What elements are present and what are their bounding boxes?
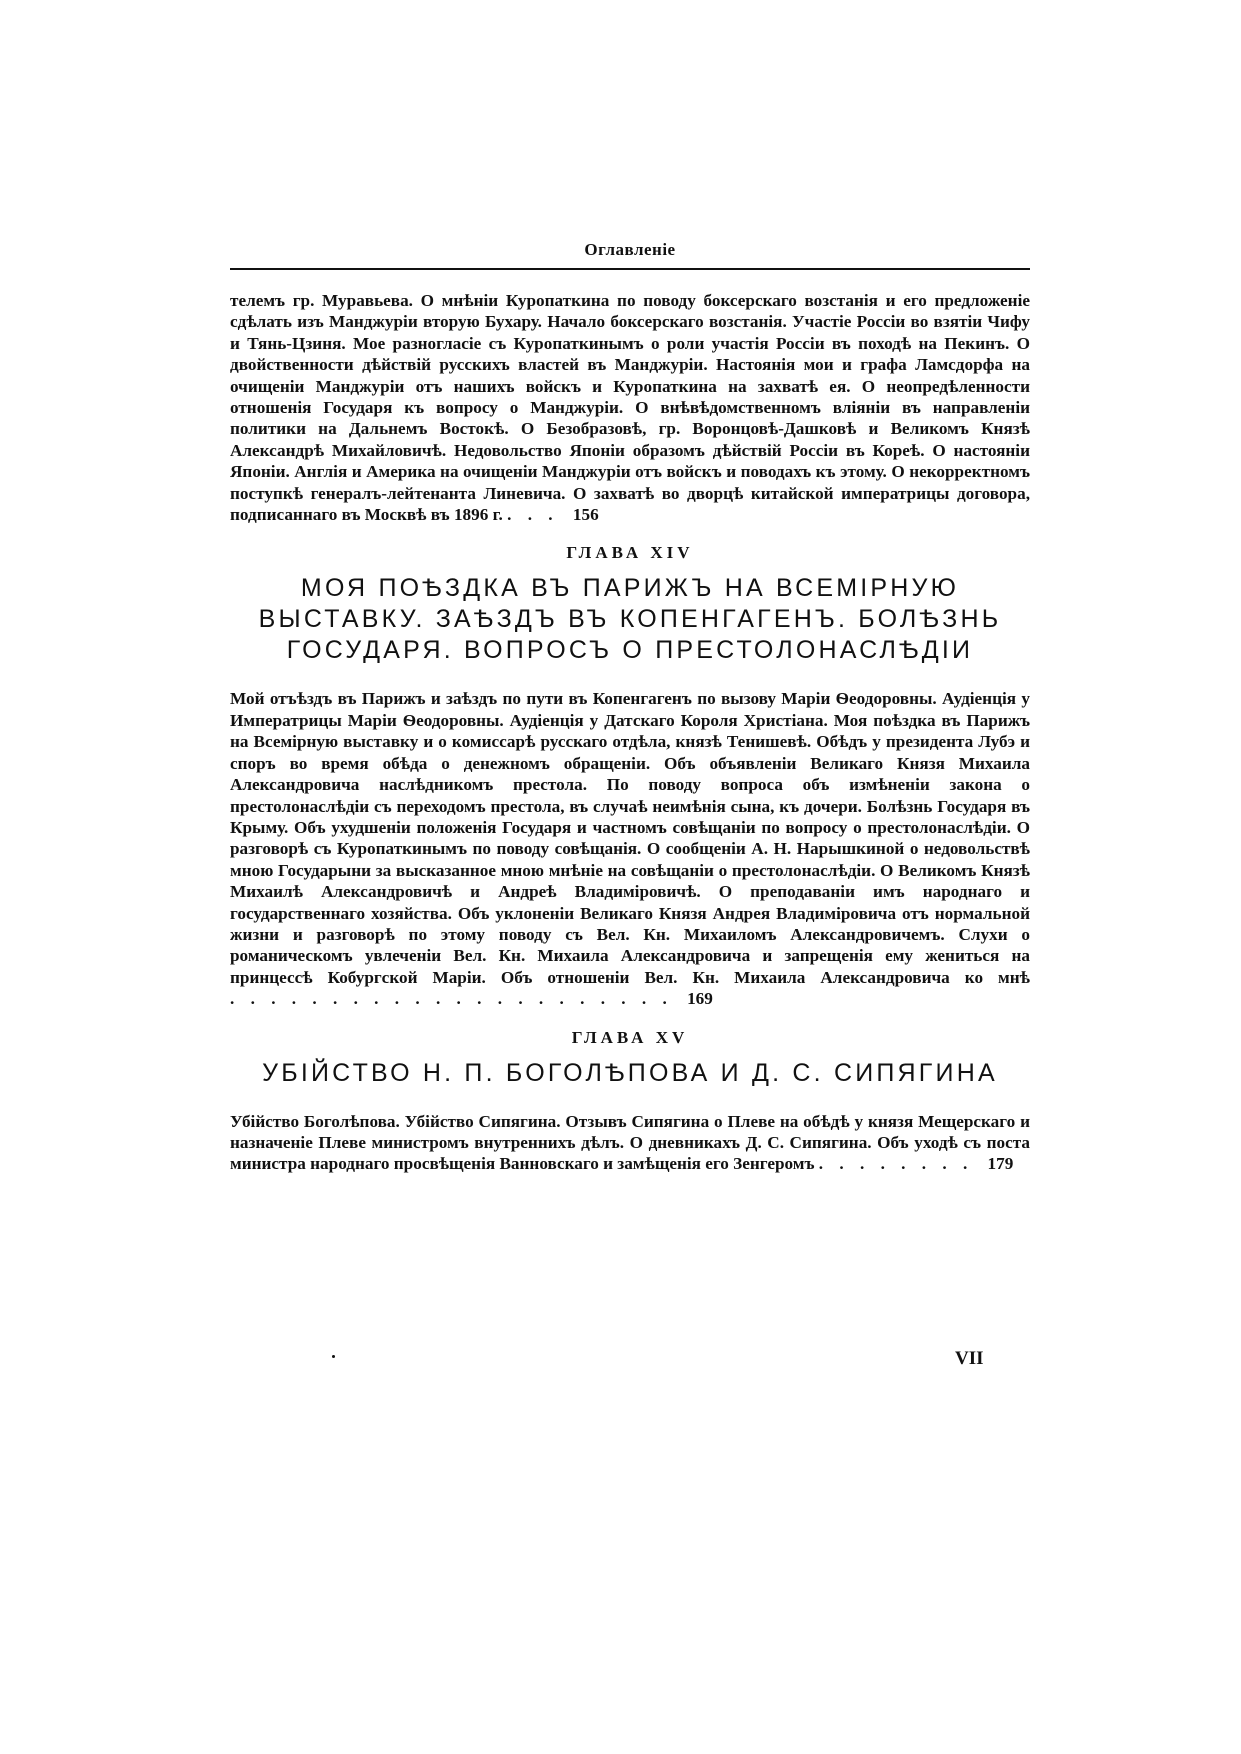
chapter-summary (230, 1111, 1030, 1175)
summary-tail (819, 1154, 1014, 1173)
running-head: Оглавленіе (584, 240, 676, 259)
header-rule (230, 268, 1030, 270)
chapter-title: МОЯ ПОѢЗДКА ВЪ ПАРИЖЪ НА ВСЕМІРНУЮ ВЫСТАВКУ. ЗАѢЗДЪ ВЪ КОПЕНГАГЕНЪ. БОЛѢЗНЬ ГОСУДАРЯ. ВОПРОСЪ О ПРЕСТОЛОНАСЛѢДІИ (258, 574, 1002, 665)
toc-entry-chapter-15 (230, 1028, 1030, 1175)
dot-leader: . . . (507, 505, 559, 525)
toc-entry-chapter-13-continued (230, 290, 1030, 525)
dot-leader: . . . . . . . . (818, 1154, 974, 1174)
toc-entry-chapter-14 (230, 543, 1030, 1009)
print-speck (332, 1355, 335, 1358)
chapter-summary (230, 688, 1030, 1009)
summary-text: телемъ гр. Муравьева. О мнѣніи Куропаткина по поводу боксерскаго возстанія и его предложеніе сдѣлать изъ Манджуріи вторую Бухару. Начало боксерскаго возстанія. Участіе Россіи во взятіи Чифу и Тянь-Цзиня. Мое разногласіе съ Куропаткинымъ о роли участія Россіи въ походѣ на Пекинъ. О двойственности дѣйствій русскихъ властей въ Манджуріи. Настоянія мои и графа Ламсдорфа на очищеніи Манджуріи отъ нашихъ войскъ и Куропаткина на захватѣ ея. О неопредѣленности отношенія Государя къ вопросу о Манджуріи. О внѣвѣдомственномъ вліяніи въ направленіи политики на Дальнемъ Востокѣ. О Безобразовѣ, гр. Воронцовѣ-Дашковѣ и Великомъ Князѣ Александрѣ Михайловичѣ. Недовольство Японіи образомъ дѣйствій Россіи въ Кореѣ. О настояніи Японіи. Англія и Америка на очищеніи Манджуріи отъ войскъ и поводахъ къ этому. О некорректномъ поступкѣ генералъ-лейтенанта Линевича. О захватѣ во дворцѣ китайской императрицы договора, подписаннаго въ Москвѣ въ 1896 г. (230, 291, 1030, 525)
chapter-label: ГЛАВА XIV (566, 543, 694, 563)
summary-tail (507, 505, 599, 524)
summary-tail (230, 989, 713, 1008)
summary-text: Убійство Боголѣпова. Убійство Сипягина. Отзывъ Сипягина о Плеве на обѣдѣ у князя Мещерскаго и назначеніе Плеве министромъ внутреннихъ дѣлъ. О дневникахъ Д. С. Сипягина. Объ уходѣ съ поста министра народнаго просвѣщенія Ванновскаго и замѣщенія его Зенгеромъ (230, 1111, 1030, 1174)
dot-leader: . . . . . . . . . . . . . . . . . . . . . . (230, 989, 673, 1009)
page-number: 179 (987, 1154, 1014, 1174)
page-number: 169 (687, 989, 713, 1009)
page-number: 156 (572, 505, 599, 525)
chapter-summary (230, 290, 1030, 525)
toc-page (230, 240, 1030, 1175)
chapter-title: УБІЙСТВО Н. П. БОГОЛѢПОВА И Д. С. СИПЯГИНА (262, 1058, 998, 1087)
summary-text: Мой отъѣздъ въ Парижъ и заѣздъ по пути въ Копенгагенъ по вызову Маріи Ѳеодоровны. Аудіенція у Императрицы Маріи Ѳеодоровны. Аудіенція у Датскаго Короля Христіана. Моя поѣздка въ Парижъ на Всемірную выставку и о комиссарѣ русскаго отдѣла, князѣ Тенишевѣ. Обѣдъ у президента Лубэ и споръ во время обѣда о денежномъ обращеніи. Объ объявленіи Великаго Князя Михаила Александровича наслѣдникомъ престола. По поводу вопроса объ измѣненіи закона о престолонаслѣдіи съ переходомъ престола, въ случаѣ неимѣнія сына, къ дочери. Болѣзнь Государя въ Крыму. Объ ухудшеніи положенія Государя и частномъ совѣщаніи по вопросу о престолонаслѣдіи. О разговорѣ съ Куропаткинымъ по поводу совѣщанія. О сообщеніи А. Н. Нарышкиной о недовольствѣ мною Государыни за высказанное мною мнѣніе на совѣщаніи о престолонаслѣдіи. О Великомъ Князѣ Михаилѣ Александровичѣ и Андреѣ Владиміровичѣ. О преподаваніи имъ народнаго и государственнаго хозяйства. Объ уклоненіи Великаго Князя Андрея Владиміровича отъ нормальной жизни и разговорѣ по этому поводу съ Вел. Кн. Михаиломъ Александровичемъ. Слухи о романическомъ увлеченіи Вел. Кн. Михаила Александровича и запрещенія ему жениться на принцессѣ Кобургской Маріи. Объ отношеніи Вел. Кн. Михаила Александровича ко мнѣ (230, 689, 1030, 987)
chapter-label: ГЛАВА XV (571, 1027, 689, 1047)
page-folio: VII (955, 1348, 984, 1369)
